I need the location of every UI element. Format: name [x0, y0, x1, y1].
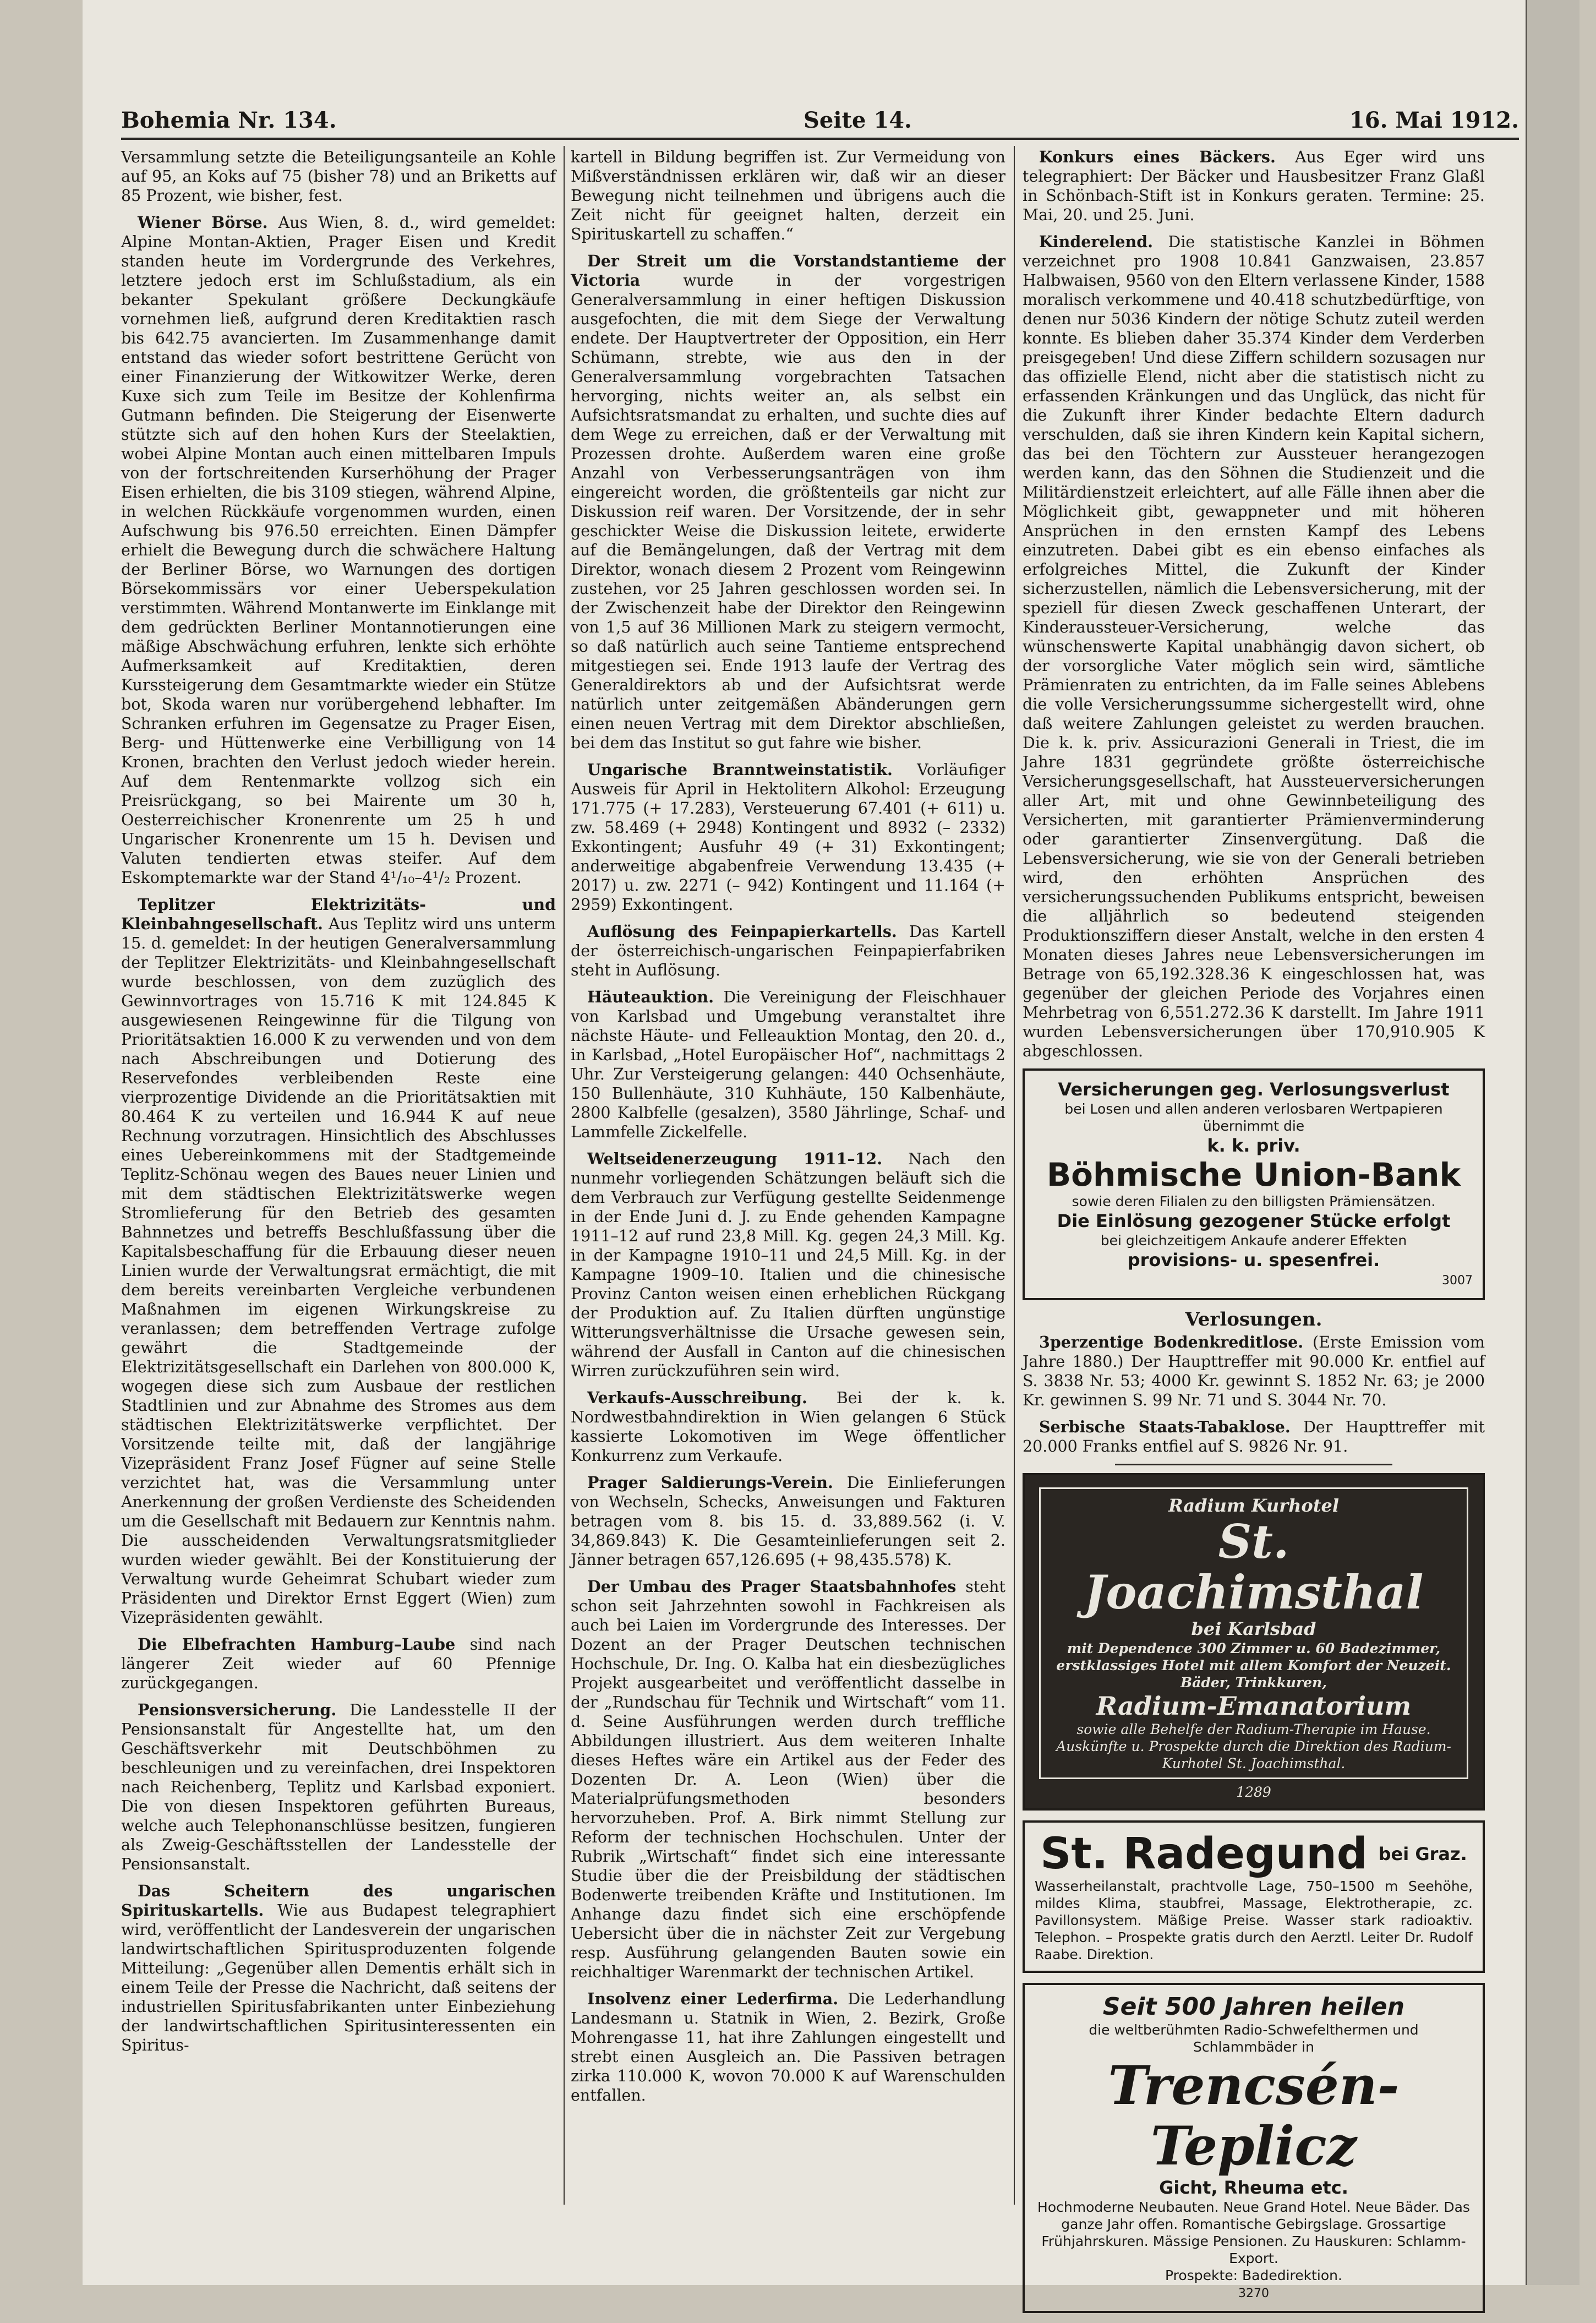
column-rule-2 [1014, 146, 1015, 2205]
article-headline: Wiener Börse. [138, 213, 268, 232]
page-header [121, 107, 1519, 140]
article-headline: Ungarische Branntweinstatistik. [587, 760, 893, 779]
article-konkurs: Konkurs eines Bäckers. Aus Eger wird uns telegraphiert: Der Bäcker und Hausbesitzer Franz Glaßl in Schönbach-Stift ist in Konkurs geraten. Termine: 25. Mai, 20. und 25. Juni. [1023, 148, 1485, 224]
article-weltseide: Weltseidenerzeugung 1911–12. Nach den nunmehr vorliegenden Schätzungen beläuft sich die dem Verbrauch zur Verfügung gestellte Seidenmenge in der Ende Juni d. J. zu Ende gehenden Kampagne 1911–12 auf rund 23,8 Mill. Kg. gegen 24,3 Mill. Kg. in der Kampagne 1910–11 und 24,5 Mill. Kg. in der Kampagne 1909–10. Italien und die chinesische Provinz Canton weisen einen erheblichen Rückgang der Produktion auf. Zu Italien dürften ungünstige Witterungsverhältnisse die Ursache gewesen sein, während der Ausfall in Canton auf die chinesischen Wirren zurückzuführen sein wird. [571, 1149, 1005, 1380]
article-tabaklose: Serbische Staats-Tabaklose. Der Haupttreffer mit 20.000 Franks entfiel auf S. 9826 Nr. 91. [1023, 1417, 1485, 1455]
ad-bank-name: Böhmische Union-Bank [1046, 1156, 1461, 1193]
ad-radegund-title: St. Radegund [1040, 1829, 1368, 1879]
ad-union-bank: Versicherungen geg. Verlosungsverlust bei Losen und allen anderen verlosbaren Wertpapieren übernimmt die k. k. priv. Böhmische Union-Bank sowie deren Filialen zu den billigsten Prämiensätzen. Die Einlösung gezogener Stücke erfolgt bei gleichzeitigem Ankaufe anderer Effekten provisions- u. spesenfrei. 3007 [1023, 1068, 1485, 1300]
column-3 [1023, 148, 1485, 2323]
article-bodenkreditlose: 3perzentige Bodenkreditlose. (Erste Emission vom Jahre 1880.) Der Haupttreffer mit 90.000 Kr. entfiel auf S. 3838 Nr. 53; 4000 Kr. gewinnt S. 1852 Nr. 63; je 2000 Kr. gewinnen S. 99 Nr. 71 und S. 3044 Nr. 70. [1023, 1333, 1485, 1409]
article-saldierung: Prager Saldierungs-Verein. Die Einlieferungen von Wechseln, Schecks, Anweisungen und Fakturen betragen vom 8. bis 15. d. 33,889.562 (i. V. 34,869.843) K. Die Gesamteinlieferungen seit 2. Jänner betragen 657,126.695 (+ 98,435.578) K. [571, 1473, 1005, 1569]
article-spirituskartell: Das Scheitern des ungarischen Spirituskartells. Wie aus Budapest telegraphiert wird, veröffentlicht der Landesverein der ungarischen landwirtschaftlichen Spiritusproduzenten folgende Mitteilung: „Gegenüber allen Dementis erhält sich in einem Teile der Presse die Nachricht, daß seitens der industriellen Spiritusfabrikanten unter Einbeziehung der landwirtschaftlichen Spiritusinteressenten ein Spiritus- [121, 1882, 556, 2054]
article-headline: Kinderelend. [1039, 232, 1154, 251]
article-headline: Insolvenz einer Lederfirma. [587, 1989, 839, 2008]
article-headline: Prager Saldierungs-Verein. [587, 1473, 833, 1492]
article-victoria: Der Streit um die Vorstandstantieme der Victoria wurde in der vorgestrigen Generalversammlung in einer heftigen Diskussion ausgefochten, die mit dem Siege der Verwaltung endete. Der Hauptvertreter der Opposition, ein Herr Schümann, strebte, wie aus den in der Generalversammlung vorgebrachten Tatsachen hervorging, nichts weiter an, als selbst ein Aufsichtsratsmandat zu erhalten, und suchte dies auf dem Wege zu erreichen, daß er der Verwaltung mit Prozessen drohte. Außerdem waren eine große Anzahl von Verbesserungsanträgen von ihm eingereicht worden, die größtenteils gar nicht zur Diskussion reif waren. Der Vorsitzende, der in sehr geschickter Weise die Diskussion leitete, erwiderte auf die Bemängelungen, daß der Vertrag mit dem Direktor, wonach diesem 2 Prozent vom Reingewinn zustehen, vor 25 Jahren geschlossen worden sei. In der Zwischenzeit habe der Direktor den Reingewinn von 1,5 auf 36 Millionen Mark zu steigern vermocht, so daß natürlich auch seine Tantieme entsprechend mitgestiegen sei. Ende 1913 laufe der Vertrag des Generaldirektors ab und der Aufsichtsrat werde natürlich unter zeitgemäßen Abänderungen gern einen neuen Vertrag mit dem Direktor abschließen, bei dem das Institut so gut fahre wie bisher. [571, 252, 1005, 752]
article-headline: Verkaufs-Ausschreibung. [587, 1388, 807, 1407]
newspaper-page [83, 0, 1579, 2300]
article-headline: Der Umbau des Prager Staatsbahnhofes [587, 1577, 956, 1596]
article-headline: Der Streit um die Vorstandstantieme der Victoria [571, 252, 1005, 290]
article-branntwein: Ungarische Branntweinstatistik. Vorläufiger Ausweis für April in Hektolitern Alkohol: Erzeugung 171.775 (+ 17.283), Versteuerung 67.401 (+ 611) u. zw. 58.469 (+ 2948) Kontingent und 8932 (– 2332) Exkontingent; Ausfuhr 49 (+ 31) Exkontingent; anderweitige abgabenfreie Verwendung 13.435 (+ 2017) u. zw. 2271 (– 942) Kontingent und 11.164 (+ 2959) Exkontingent. [571, 760, 1006, 914]
article-lederfirma: Insolvenz einer Lederfirma. Die Lederhandlung Landesmann u. Statnik in Wien, 2. Bezirk, Große Mohrengasse 11, hat ihre Zahlungen eingestellt und strebt einen Ausgleich an. Die Passiven betragen zirka 110.000 K, wovon 70.000 K auf Warenschulden entfallen. [571, 1989, 1006, 2104]
article-headline: Weltseidenerzeugung 1911–12. [587, 1149, 883, 1168]
adjacent-page-edge [1526, 0, 1579, 2285]
article-spirituskartell-cont: kartell in Bildung begriffen ist. Zur Vermeidung von Mißverständnissen erklären wir, daß wir an dieser Bewegung nicht teilnehmen und übrigens auch die Zeit nicht für geeignet halten, derzeit ein Spirituskartell zu schaffen.“ [571, 148, 1005, 243]
section-divider [1115, 1464, 1392, 1465]
article-feinpapier: Auflösung des Feinpapierkartells. Das Kartell der österreichisch-ungarischen Feinpapierfabriken steht in Auflösung. [571, 922, 1006, 979]
article-headline: Häuteauktion. [587, 988, 714, 1006]
ad-trencsen-title: Trencsén-Teplicz [1108, 2054, 1400, 2177]
verlosungen-title: Verlosungen. [1185, 1308, 1322, 1330]
article-headline: Das Scheitern des ungarischen Spirituskartells. [121, 1882, 556, 1920]
article-headline: Die Elbefrachten Hamburg–Laube [138, 1635, 456, 1654]
header-rule [121, 138, 1519, 140]
article-verkauf: Verkaufs-Ausschreibung. Bei der k. k. Nordwestbahndirektion in Wien gelangen 6 Stück kassierte Lokomotiven im Wege öffentlicher Konkurrenz zum Verkaufe. [571, 1388, 1006, 1465]
article-kinderelend: Kinderelend. Die statistische Kanzlei in Böhmen verzeichnet pro 1908 10.841 Ganzwaisen, 23.857 Halbwaisen, 9560 von den Eltern verlassene Kinder, 1588 moralisch verkommene und 40.418 schutzbedürftige, von denen nur 5036 Kindern der nötige Schutz zuteil werden konnte. Es blieben daher 35.374 Kinder dem Verderben preisgegeben! Und diese Ziffern schildern sozusagen nur das offizielle Elend, nicht aber die statistisch nicht zu erfassenden Kränkungen und das Unglück, das nicht für die Zukunft ihrer Kinder bedachte Eltern dadurch verschulden, daß sie ihren Kindern kein Kapital sichern, das bei den Töchtern zur Aussteuer herangezogen werden kann, das den Söhnen die Studienzeit und die Militärdienstzeit erleichtert, auf alle Fälle ihnen aber die Möglichkeit gibt, gewappneter und mit höheren Ansprüchen in den ernsten Kampf des Lebens einzutreten. Dabei gibt es ein ebenso einfaches als erfolgreiches Mittel, die Zukunft der Kinder sicherzustellen, nämlich die Lebensversicherung, mit der speziell für diesen Zweck geschaffenen Unterart, der Kinderaussteuer-Versicherung, welche das wünschenswerte Kapital unabhängig davon sichert, ob der vorsorgliche Vater möglich sein wird, sämtliche Prämienraten zu entrichten, da im Falle seines Ablebens die volle Versicherungssumme sichergestellt wird, ohne daß weitere Zahlungen geleistet zu werden brauchen. Die k. k. priv. Assicurazioni Generali in Triest, die im Jahre 1831 gegründete größte österreichische Versicherungsgesellschaft, hat Aussteuerversicherungen aller Art, mit und ohne Gewinnbeteiligung des Versicherten, mit garantierter Prämienverminderung oder garantierter Zinsenvergütung. Daß die Lebensversicherung, wie sie von der Generali betrieben wird, den erhöhten Ansprüchen des versicherungssuchenden Publikums entspricht, beweisen die alljährlich so bedeutend steigenden Produktionsziffern dieser Anstalt, welche in den ersten 4 Monaten dieses Jahres neue Lebensversicherungen im Betrage von 65,192.328.36 K eingeschlossen hat, was gegenüber der gleichen Periode des Vorjahres einen Mehrbetrag von 6,551.272.36 K darstellt. Im Jahre 1911 wurden Lebensversicherungen über 170,910.905 K abgeschlossen. [1023, 232, 1485, 1060]
article-haeuteauktion: Häuteauktion. Die Vereinigung der Fleischhauer von Karlsbad und Umgebung veranstaltet ihre nächste Häute- und Felleauktion Montag, den 20. d., in Karlsbad, „Hotel Europäischer Hof“, nachmittags 2 Uhr. Zur Versteigerung gelangen: 440 Ochsenhäute, 150 Bullenhäute, 310 Kuhhäute, 150 Kalbenhäute, 2800 Kalbfelle (gesalzen), 3580 Jährlinge, Schaf- und Lammfelle Zickelfelle. [571, 988, 1006, 1141]
header-page-number: Seite 14. [804, 107, 912, 133]
column-1 [121, 148, 556, 2063]
article-headline: Pensionsversicherung. [138, 1700, 337, 1719]
article-staatsbahnhof: Der Umbau des Prager Staatsbahnhofes steht schon seit Jahrzehnten sowohl in Fachkreisen als auch bei Laien im Vordergrunde des Interesses. Der Dozent an der Prager Deutschen technischen Hochschule, Dr. Ing. O. Kalba hat ein diesbezügliches Projekt ausgearbeitet und veröffentlicht dasselbe in der „Rundschau für Technik und Wirtschaft“ vom 11. d. Seine Ausführungen werden durch treffliche Abbildungen illustriert. Aus dem weiteren Inhalte dieses Heftes wäre ein Artikel aus der Feder des Dozenten Dr. A. Leon (Wien) über die Materialprüfungsmethoden besonders hervorzuheben. Prof. A. Birk nimmt Stellung zur Reform der technischen Hochschulen. Unter der Rubrik „Wirtschaft“ findet sich eine interessante Studie über die der Preisbildung der städtischen Bodenwerte treibenden Kräfte und Institutionen. Im Anhange dazu findet sich eine erschöpfende Uebersicht über die in nächster Zeit zur Vergebung resp. Ausführung gelangenden Bauten sowie ein reichhaltiger Warenmarkt der technischen Artikel. [571, 1577, 1005, 1981]
article-headline: Konkurs eines Bäckers. [1039, 148, 1276, 166]
ad-radium-title: St. Joachimsthal [1084, 1514, 1424, 1619]
article-intro: Versammlung setzte die Beteiligungsanteile an Kohle auf 95, an Koks auf 75 (bisher 78) und an Briketts auf 85 Prozent, wie bisher, fest. [121, 148, 556, 205]
column-2 [571, 148, 1005, 2113]
article-teplitzer: Teplitzer Elektrizitäts- und Kleinbahngesellschaft. Aus Teplitz wird uns unterm 15. d. gemeldet: In der heutigen Generalversammlung der Teplitzer Elektrizitäts- und Kleinbahngesellschaft wurde beschlossen, von dem zuzüglich des Gewinnvortrages von 15.716 K mit 124.845 K ausgewiesenen Reingewinne für die Tilgung von Prioritätsaktien 16.000 K zu verwenden und von dem nach Abschreibungen und Dotierung des Reservefondes verbleibenden Reste eine vierprozentige Dividende an die Prioritätsaktien mit 80.464 K zu verteilen und 16.944 K auf neue Rechnung vorzutragen. Hinsichtlich des Abschlusses eines Uebereinkommens mit der Stadtgemeinde Teplitz-Schönau wegen des Baues neuer Linien und mit dem städtischen Elektrizitätswerke wegen Stromlieferung für den Betrieb des gesamten Bahnnetzes und betreffs Beschlußfassung über die Kapitalsbeschaffung für die Erbauung dieser neuen Linien wurde der Verwaltungsrat ermächtigt, die mit dem bereits vereinbarten Vergleiche verbundenen Maßnahmen im eigenen Wirkungskreise zu veranlassen; dem betreffenden Vertrage zufolge gewährt die Stadtgemeinde der Elektrizitätsgesellschaft ein Darlehen von 800.000 K, wogegen diese sich zum Ausbaue der restlichen Stadtlinien und zur Abnahme des Stromes aus dem städtischen Elektrizitätswerke verpflichtet. Der Vorsitzende teilte mit, daß der langjährige Vizepräsident Franz Josef Fügner auf seine Stelle verzichtet hat, was die Versammlung unter Anerkennung der großen Verdienste des Scheidenden um die Gesellschaft mit Bedauern zur Kenntnis nahm. Die ausscheidenden Verwaltungsratsmitglieder wurden wieder gewählt. Bei der Konstituierung der Verwaltung wurde Geheimrat Schubart wieder zum Präsidenten und Direktor Ernst Eggert (Wien) zum Vizepräsidenten gewählt. [121, 895, 556, 1627]
article-wiener-boerse: Wiener Börse. Aus Wien, 8. d., wird gemeldet: Alpine Montan-Aktien, Prager Eisen und Kredit standen heute im Vordergrunde des Verkehres, letztere jedoch erst im Schlußstadium, als ein bekanter Spekulant größere Deckungkäufe vornehmen ließ, aufgrund deren Kreditaktien rasch bis 642.75 avancierten. Im Zusammenhange damit entstand das wieder sofort bestrittene Gerücht von einer Finanzierung der Witkowitzer Werke, deren Kuxe sich zum Teile im Besitze der Kohlenfirma Gutmann befinden. Die Steigerung der Eisenwerte stützte sich auf den hohen Kurs der Steelaktien, wobei Alpine Montan auch einen mittelbaren Impuls von der fortschreitenden Kurserhöhung der Prager Eisen erhielten, die bis 3109 stiegen, während Alpine, in welchen Rückkäufe vorgenommen wurden, einen Aufschwung bis 976.50 erreichten. Einen Dämpfer erhielt die Bewegung durch die schwächere Haltung der Berliner Börse, wo Warnungen des dortigen Börsekommissärs vor einer Ueberspekulation verstimmten. Während Montanwerte im Einklange mit dem gedrückten Berliner Montannotierungen eine mäßige Abschwächung erfuhren, lenkte sich erhöhte Aufmerksamkeit auf Kreditaktien, deren Kurssteigerung dem Gesamtmarkte wieder ein Stütze bot, Skoda waren nur vorübergehend lebhafter. Im Schranken erfuhren im Gegensatze zu Prager Eisen, Berg- und Hüttenwerke eine Verbilligung von 14 Kronen, brachten den Verlust jedoch wieder herein. Auf dem Rentenmarkte vollzog sich ein Preisrückgang, so bei Mairente um 30 h, Oesterreichischer Kronenrente um 25 h und Ungarischer Kronenrente um 15 h. Devisen und Valuten tendierten etwas steifer. Auf dem Eskomptemarkte war der Stand 4¹/₁₀–4¹/₂ Prozent. [121, 213, 556, 887]
article-elbefrachten: Die Elbefrachten Hamburg–Laube sind nach längerer Zeit wieder auf 60 Pfennige zurückgegangen. [121, 1635, 556, 1692]
ad-radium-kurhotel: Radium Kurhotel St. Joachimsthal bei Karlsbad mit Dependence 300 Zimmer u. 60 Badezimmer, erstklassiges Hotel mit allem Komfort der Neuzeit. Bäder, Trinkkuren, Radium-Emanatorium sowie alle Behelfe der Radium-Therapie im Hause. Auskünfte u. Prospekte durch die Direktion des Radium-Kurhotel St. Joachimsthal. 1289 [1023, 1473, 1485, 1811]
article-headline: 3perzentige Bodenkreditlose. [1039, 1333, 1304, 1351]
header-issue: Bohemia Nr. 134. [121, 107, 337, 133]
ad-st-radegund: St. Radegund bei Graz. Wasserheilanstalt, prachtvolle Lage, 750–1500 m Seehöhe, mildes Klima, staubfrei, Massage, Elektrotherapie, zc. Pavillonsystem. Mäßige Preise. Wasser stark radioaktiv. Telephon. – Prospekte gratis durch den Aerztl. Leiter Dr. Rudolf Raabe. Direktion. [1023, 1820, 1485, 1973]
column-rule-1 [564, 146, 565, 2205]
header-date: 16. Mai 1912. [1349, 107, 1519, 133]
ad-trencsen-teplicz: Seit 500 Jahren heilen die weltberühmten Radio-Schwefelthermen und Schlammbäder in Trencsén-Teplicz Gicht, Rheuma etc. Hochmoderne Neubauten. Neue Grand Hotel. Neue Bäder. Das ganze Jahr offen. Romantische Gebirgslage. Grossartige Frühjahrskuren. Mässige Pensionen. Zu Hauskuren: Schlamm-Export. Prospekte: Badedirektion. 3270 [1023, 1983, 1485, 2313]
article-headline: Auflösung des Feinpapierkartells. [587, 922, 897, 941]
article-pensionsversicherung: Pensionsversicherung. Die Landesstelle II der Pensionsanstalt für Angestellte hat, um den Geschäftsverkehr mit Deutschböhmen zu beschleunigen und zu vereinfachen, drei Inspektoren nach Reichenberg, Teplitz und Karlsbad exponiert. Die von diesen Inspektoren geführten Bureaus, welche auch Telephonanschlüsse besitzen, fungieren als Zweig-Geschäftsstellen der Landesstelle der Pensionsanstalt. [121, 1700, 556, 1873]
article-headline: Serbische Staats-Tabaklose. [1039, 1417, 1291, 1436]
article-headline: Teplitzer Elektrizitäts- und Kleinbahngesellschaft. [121, 895, 556, 933]
